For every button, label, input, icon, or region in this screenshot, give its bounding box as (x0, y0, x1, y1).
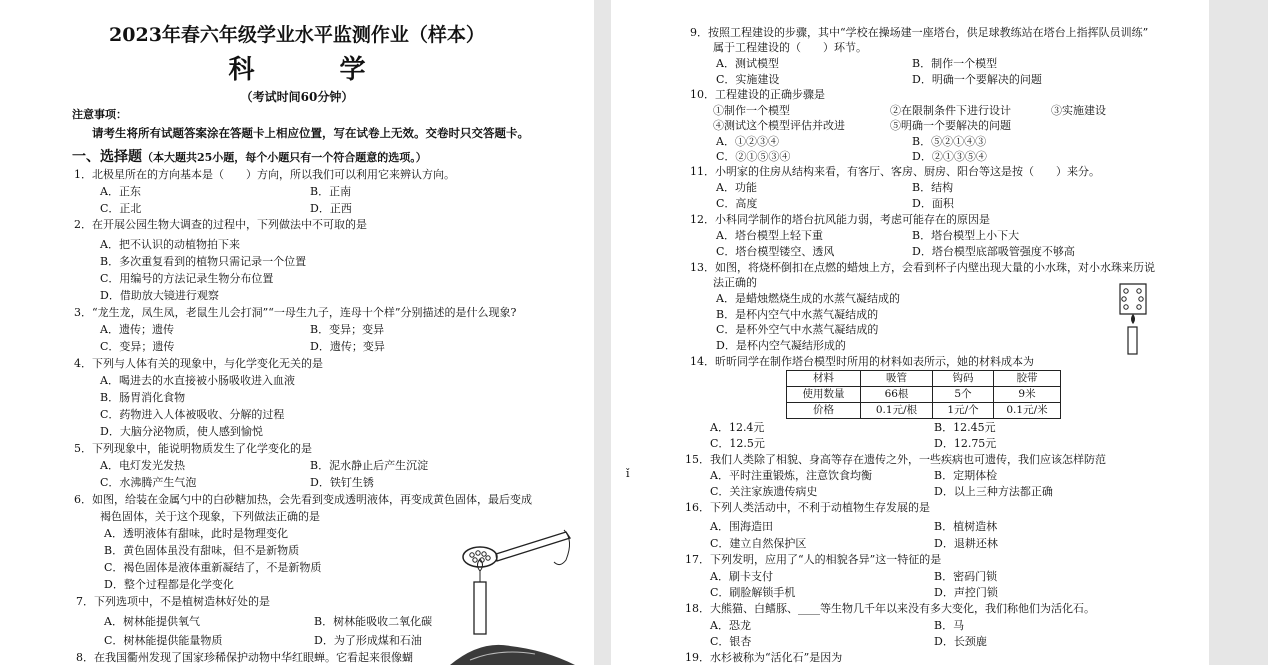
q3-option-a: A．遗传；遗传 (100, 323, 174, 336)
q12-option-c: C．塔台模型镂空、透风 (716, 245, 835, 258)
q13-option-a: A．是蜡烛燃烧生成的水蒸气凝结成的 (716, 292, 900, 305)
q4-stem: 4．下列与人体有关的现象中，与化学变化无关的是 (74, 357, 323, 370)
q11-option-a: A．功能 (716, 181, 757, 194)
q17-option-c: C．刷脸解锁手机 (710, 586, 796, 599)
q9-option-a: A．测试模型 (716, 57, 779, 70)
q12-option-a: A．塔台模型上轻下重 (716, 229, 823, 242)
q17-option-b: B．密码门锁 (934, 570, 998, 583)
table-row (787, 403, 1061, 419)
table-cell: 0.1元/根 (861, 403, 933, 419)
q9-stem-line1: 9．按照工程建设的步骤，其中“学校在操场建一座塔台，供足球教练站在塔台上指挥队员训练” (690, 26, 1149, 39)
q13-stem-line1: 13．如图，将烧杯倒扣在点燃的蜡烛上方，会看到杯子内壁出现大量的小水珠，对小水珠来历说 (690, 261, 1155, 274)
table-header-row (787, 371, 1061, 387)
q1-option-b: B．正南 (310, 185, 352, 198)
q1-option-c: C．正北 (100, 202, 142, 215)
q10-step-4: ④测试这个模型评估并改进 (713, 119, 845, 132)
q9-option-c: C．实施建设 (716, 73, 780, 86)
q17-option-a: A．刷卡支付 (710, 570, 773, 583)
q17-option-d: D．声控门锁 (934, 586, 998, 599)
q10-option-c: C．②①⑤③④ (716, 150, 791, 163)
q10-step-2: ②在限制条件下进行设计 (890, 104, 1011, 117)
q10-step-1: ①制作一个模型 (713, 104, 790, 117)
q12-option-b: B．塔台模型上小下大 (912, 229, 1020, 242)
section-title: 一、选择题 (72, 149, 142, 165)
table-cell: 5个 (933, 387, 994, 403)
q13-option-d: D．是杯内空气凝结形成的 (716, 339, 846, 352)
q2-option-c: C．用编号的方法记录生物分布位置 (100, 272, 274, 285)
q6-option-c: C．褐色固体是液体重新凝结了，不是新物质 (104, 561, 322, 574)
table-cell: 使用数量 (787, 387, 861, 403)
q7-option-b: B．树林能吸收二氧化碳 (314, 615, 433, 628)
table-cell: 9米 (994, 387, 1061, 403)
q19-stem: 19．水杉被称为“活化石”是因为 (685, 651, 843, 664)
q10-option-d: D．②①③⑤④ (912, 150, 987, 163)
q6-stem-line2: 褐色固体，关于这个现象，下列做法正确的是 (100, 510, 320, 523)
q8-stem: 8．在我国衢州发现了国家珍稀保护动物中华红眼蝉。它看起来很像蝴 (76, 651, 413, 664)
q7-option-a: A．树林能提供氧气 (104, 615, 200, 628)
q15-stem: 15．我们人类除了相貌、身高等存在遗传之外，一些疾病也可遗传，我们应该怎样防范 (685, 453, 1106, 466)
table-cell: 1元/个 (933, 403, 994, 419)
q2-option-a: A．把不认识的动植物拍下来 (100, 238, 240, 251)
table-row (787, 387, 1061, 403)
q4-option-d: D．大脑分泌物质，使人感到愉悦 (100, 425, 263, 438)
q7-option-d: D．为了形成煤和石油 (314, 634, 422, 647)
q1-option-d: D．正西 (310, 202, 352, 215)
q5-stem: 5．下列现象中，能说明物质发生了化学变化的是 (74, 442, 312, 455)
q3-stem: 3．“龙生龙，凤生凤，老鼠生儿会打洞”“一母生九子，连母十个样”分别描述的是什么现象? (74, 306, 517, 319)
q15-option-a: A．平时注重锻炼，注意饮食均衡 (710, 469, 872, 482)
q2-option-b: B．多次重复看到的植物只需记录一个位置 (100, 255, 307, 268)
q13-stem-line2: 法正确的 (713, 276, 757, 289)
table-header: 材料 (787, 371, 861, 387)
q16-stem: 16．下列人类活动中，不利于动植物生存发展的是 (685, 501, 930, 514)
q4-option-b: B．肠胃消化食物 (100, 391, 186, 404)
q3-option-c: C．变异；遗传 (100, 340, 175, 353)
table-header: 胶带 (994, 371, 1061, 387)
q18-stem: 18．大熊猫、白鳍豚、____等生物几千年以来没有多大变化，我们称他们为活化石。 (685, 602, 1095, 615)
q6-stem-line1: 6．如图，给装在金属勺中的白砂糖加热，会先看到变成透明液体，再变成黄色固体，最后变成 (74, 493, 532, 506)
q14-stem: 14．昕昕同学在制作塔台模型时所用的材料如表所示，她的材料成本为 (690, 355, 1034, 368)
notice-text: 请考生将所有试题答案涂在答题卡上相应位置，写在试卷上无效。交卷时只交答题卡。 (92, 126, 529, 140)
q17-stem: 17．下列发明，应用了“人的相貌各异”这一特征的是 (685, 553, 942, 566)
table-header: 钩码 (933, 371, 994, 387)
q9-option-d: D．明确一个要解决的问题 (912, 73, 1042, 86)
q13-option-c: C．是杯外空气中水蒸气凝结成的 (716, 323, 879, 336)
q7-option-c: C．树林能提供能量物质 (104, 634, 223, 647)
q10-step-5: ⑤明确一个要解决的问题 (890, 119, 1011, 132)
q3-option-d: D．遗传；变异 (310, 340, 385, 353)
q5-option-c: C．水沸腾产生气泡 (100, 476, 197, 489)
q9-option-b: B．制作一个模型 (912, 57, 998, 70)
q15-option-d: D．以上三种方法都正确 (934, 485, 1053, 498)
exam-duration: （考试时间60分钟） (240, 90, 354, 104)
q18-option-c: C．银杏 (710, 635, 752, 648)
q9-stem-line2: 属于工程建设的（ ）环节。 (713, 41, 867, 54)
q11-option-d: D．面积 (912, 197, 954, 210)
table-header: 吸管 (861, 371, 933, 387)
materials-table (786, 370, 1061, 419)
q15-option-b: B．定期体检 (934, 469, 998, 482)
q16-option-c: C．建立自然保护区 (710, 537, 807, 550)
q4-option-a: A．喝进去的水直接被小肠吸收进入血液 (100, 374, 295, 387)
q2-option-d: D．借助放大镜进行观察 (100, 289, 219, 302)
q16-option-a: A．围海造田 (710, 520, 773, 533)
stray-mark: ǐ (626, 467, 630, 480)
q11-stem: 11．小明家的住房从结构来看，有客厅、客房、厨房、阳台等这是按（ ）来分。 (690, 165, 1100, 178)
q18-option-d: D．长颈鹿 (934, 635, 987, 648)
subject-title: 科 学 (228, 55, 404, 85)
q10-stem: 10．工程建设的正确步骤是 (690, 88, 825, 101)
q16-option-b: B．植树造林 (934, 520, 998, 533)
q4-option-c: C．药物进入人体被吸收、分解的过程 (100, 408, 285, 421)
q18-option-b: B．马 (934, 619, 965, 632)
notice-label: 注意事项： (72, 108, 127, 121)
q10-step-3: ③实施建设 (1051, 104, 1106, 117)
q6-option-a: A．透明液体有甜味，此时是物理变化 (104, 527, 288, 540)
q14-option-d: D．12.75元 (934, 437, 997, 450)
exam-title: 2023年春六年级学业水平监测作业（样本） (109, 24, 485, 46)
q5-option-d: D．铁钉生锈 (310, 476, 374, 489)
q10-option-a: A．①②③④ (716, 135, 779, 148)
q10-option-b: B．⑤②①④③ (912, 135, 987, 148)
left-page (0, 0, 594, 665)
q11-option-c: C．高度 (716, 197, 758, 210)
q14-option-a: A．12.4元 (710, 421, 765, 434)
spoon-heating-figure (458, 524, 578, 642)
table-cell: 0.1元/米 (994, 403, 1061, 419)
q1-option-a: A．正东 (100, 185, 141, 198)
q1-stem: 1．北极星所在的方向基本是（ ）方向，所以我们可以利用它来辨认方向。 (74, 168, 455, 181)
q5-option-a: A．电灯发光发热 (100, 459, 185, 472)
q15-option-c: C．关注家族遗传病史 (710, 485, 818, 498)
table-cell: 66根 (861, 387, 933, 403)
q16-option-d: D．退耕还林 (934, 537, 998, 550)
q7-stem: 7．下列选项中，不是植树造林好处的是 (76, 595, 270, 608)
candle-cup-figure (1112, 282, 1154, 356)
cicada-figure (440, 640, 580, 665)
q5-option-b: B．泥水静止后产生沉淀 (310, 459, 429, 472)
q12-stem: 12．小科同学制作的塔台抗风能力弱，考虑可能存在的原因是 (690, 213, 990, 226)
q13-option-b: B．是杯内空气中水蒸气凝结成的 (716, 308, 879, 321)
q3-option-b: B．变异；变异 (310, 323, 385, 336)
table-cell: 价格 (787, 403, 861, 419)
q11-option-b: B．结构 (912, 181, 954, 194)
section-header (72, 148, 427, 167)
q6-option-b: B．黄色固体虽没有甜味，但不是新物质 (104, 544, 300, 557)
q12-option-d: D．塔台模型底部吸管强度不够高 (912, 245, 1075, 258)
q6-option-d: D．整个过程都是化学变化 (104, 578, 234, 591)
q2-stem: 2．在开展公园生物大调查的过程中，下列做法中不可取的是 (74, 218, 367, 231)
q18-option-a: A．恐龙 (710, 619, 751, 632)
q14-option-b: B．12.45元 (934, 421, 996, 434)
q14-option-c: C．12.5元 (710, 437, 765, 450)
section-desc: （本大题共25小题，每个小题只有一个符合题意的选项。） (142, 151, 427, 164)
